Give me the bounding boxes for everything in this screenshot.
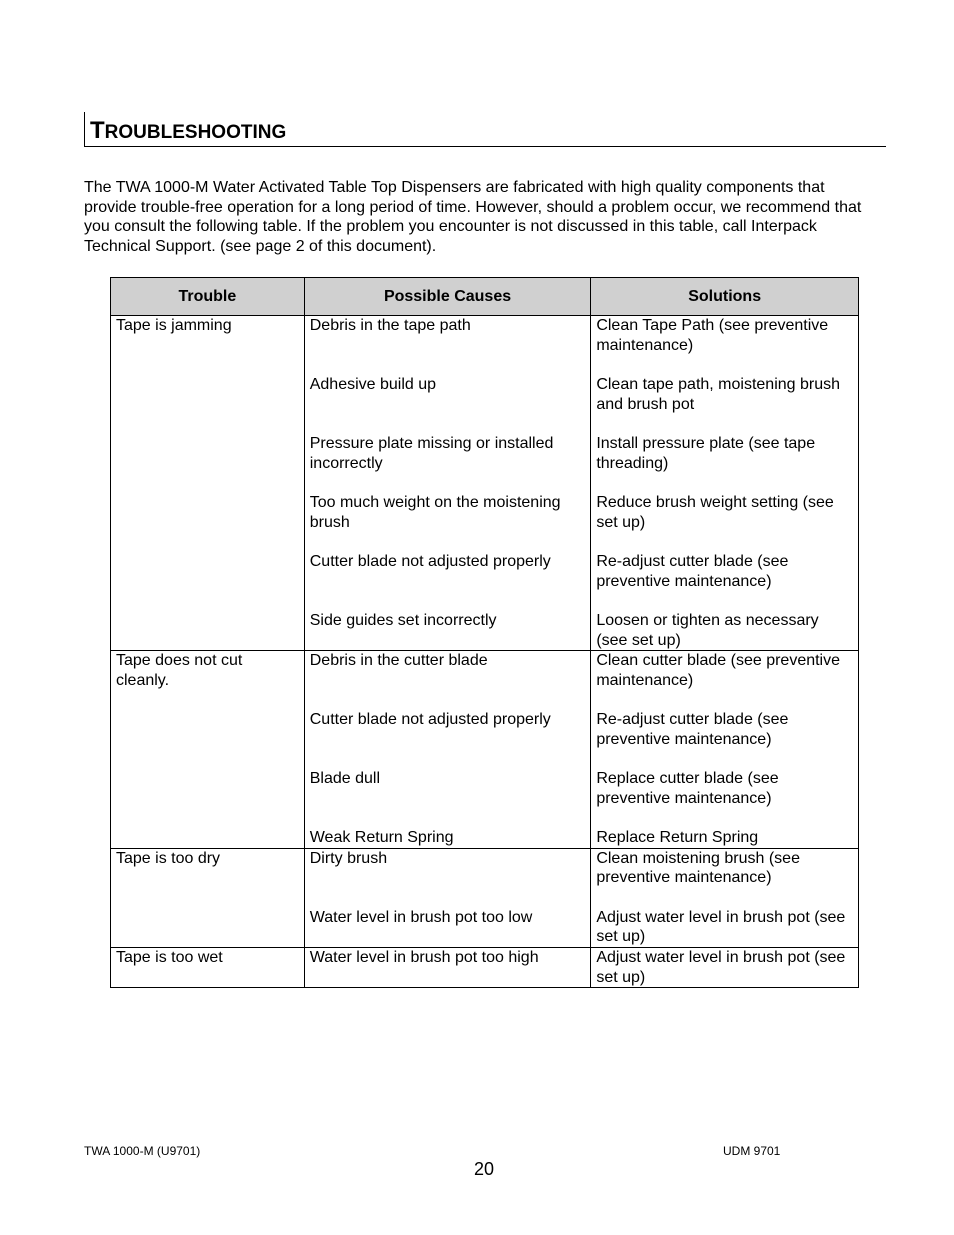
trouble-cell: Tape does not cut cleanly. xyxy=(111,651,305,849)
solution-item: Install pressure plate (see tape threading) xyxy=(596,435,816,472)
table-row xyxy=(111,947,859,987)
table-header-row xyxy=(111,278,859,316)
table-row xyxy=(111,651,859,849)
table-row xyxy=(111,316,859,651)
cause-item: Debris in the tape path xyxy=(309,317,471,334)
trouble-cell: Tape is too dry xyxy=(111,848,305,947)
cause-item: Blade dull xyxy=(309,770,381,788)
cause-item: Dirty brush xyxy=(309,849,388,867)
solution-item: Clean Tape Path (see preventive maintenance) xyxy=(596,317,829,354)
cause-item: Water level in brush pot too high xyxy=(309,948,539,966)
solution-item: Adjust water level in brush pot (see set up) xyxy=(596,908,846,946)
cause-item: Debris in the cutter blade xyxy=(309,652,488,670)
cause-item: Weak Return Spring xyxy=(309,829,454,847)
trouble-cell: Tape is jamming xyxy=(111,316,305,651)
section-heading xyxy=(84,112,886,147)
solution-item: Loosen or tighten as necessary (see set up) xyxy=(596,612,819,649)
cause-item: Water level in brush pot too low xyxy=(309,908,533,926)
header-trouble: Trouble xyxy=(111,278,305,316)
solutions-cell xyxy=(591,651,859,849)
section-title xyxy=(90,119,286,143)
solution-item: Clean cutter blade (see preventive maintenance) xyxy=(596,652,841,689)
solution-item: Re-adjust cutter blade (see preventive maintenance) xyxy=(596,711,789,748)
solution-item: Replace Return Spring xyxy=(596,829,759,847)
cause-item: Too much weight on the moistening brush xyxy=(309,494,561,531)
solution-item: Clean tape path, moistening brush and brush pot xyxy=(596,376,841,413)
header-possible-causes: Possible Causes xyxy=(304,278,591,316)
solutions-cell xyxy=(591,316,859,651)
solution-item: Re-adjust cutter blade (see preventive maintenance) xyxy=(596,553,789,590)
causes-cell xyxy=(304,651,591,849)
solution-item: Clean moistening brush (see preventive maintenance) xyxy=(596,849,800,887)
cause-item: Adhesive build up xyxy=(309,376,437,393)
solutions-cell xyxy=(591,947,859,987)
page-number: 20 xyxy=(473,1159,495,1179)
solution-item: Adjust water level in brush pot (see set up) xyxy=(596,948,846,986)
trouble-cell: Tape is too wet xyxy=(111,947,305,987)
cause-item: Cutter blade not adjusted properly xyxy=(309,553,551,570)
table-row xyxy=(111,848,859,947)
causes-cell xyxy=(304,848,591,947)
footer-document-id: TWA 1000-M (U9701) xyxy=(84,1144,201,1158)
causes-cell xyxy=(304,316,591,651)
troubleshooting-table xyxy=(110,277,859,988)
cause-item: Cutter blade not adjusted properly xyxy=(309,711,551,729)
header-solutions: Solutions xyxy=(591,278,859,316)
title-initial: T xyxy=(90,117,105,144)
solution-item: Reduce brush weight setting (see set up) xyxy=(596,494,834,531)
cause-item: Side guides set incorrectly xyxy=(309,612,497,629)
solutions-cell xyxy=(591,848,859,947)
cause-item: Pressure plate missing or installed incorrectly xyxy=(309,435,554,472)
footer-udm-code: UDM 9701 xyxy=(723,1144,781,1158)
solution-item: Replace cutter blade (see preventive maintenance) xyxy=(596,770,779,807)
intro-paragraph: The TWA 1000-M Water Activated Table Top Dispensers are fabricated with high quality components that provide trouble-free operation for a long period of time. However, should a problem occur, we recommend that you consult the following table. If the problem you encounter is not discussed in this table, call Interpack Technical Support. (see page 2 of this document). xyxy=(84,179,862,255)
causes-cell xyxy=(304,947,591,987)
title-rest: ROUBLESHOOTING xyxy=(104,122,287,143)
